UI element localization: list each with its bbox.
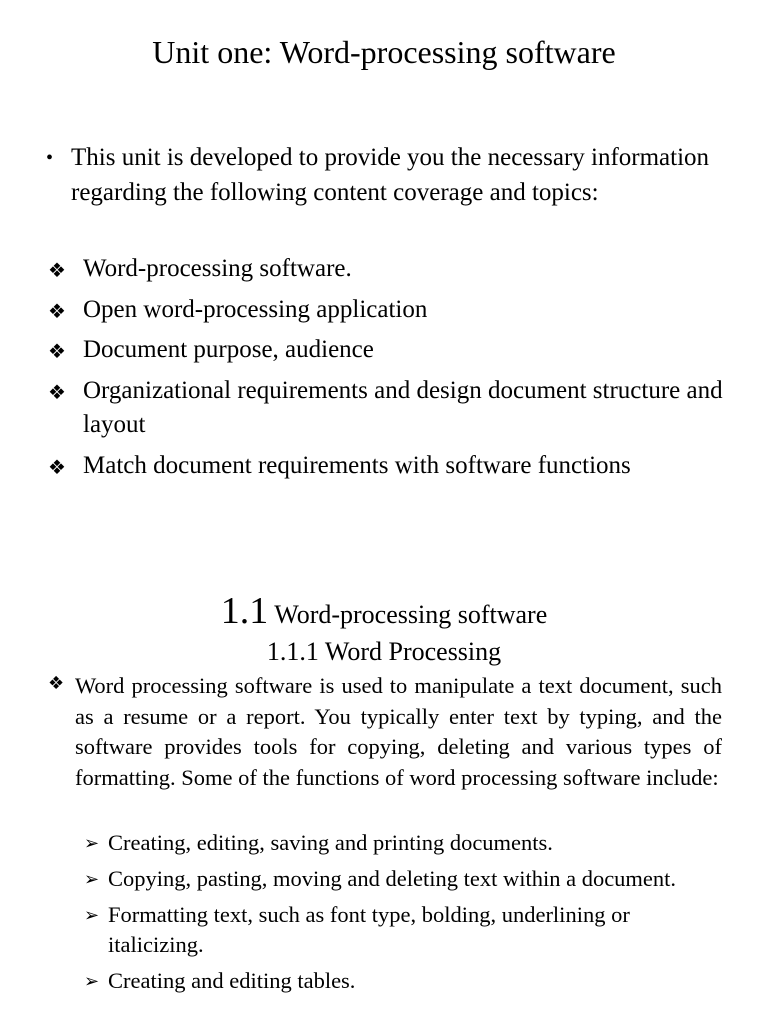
diamond-bullet-icon: ❖ — [48, 298, 66, 323]
topic-item — [46, 293, 736, 328]
body-paragraph-text: Word processing software is used to manipulate a text document, such as a resume or a report. You typically enter text by typing, and the software provides tools for copying, deleting and various types of formatting. Some of the functions of word processing software include: — [75, 673, 722, 790]
arrow-bullet-icon: ➢ — [84, 869, 100, 890]
topic-item-text: Match document requirements with software functions — [83, 451, 631, 479]
diamond-bullet-icon: ❖ — [48, 673, 65, 694]
topic-item-text: Open word-processing application — [83, 295, 428, 323]
page-title: Unit one: Word-processing software — [152, 34, 616, 70]
function-item — [84, 966, 724, 996]
section-number: 1.1 — [220, 590, 269, 632]
function-item-text: Creating and editing tables. — [108, 968, 356, 993]
function-item — [84, 828, 724, 858]
intro-text: This unit is developed to provide you the necessary information regarding the following content coverage and topics: — [71, 144, 710, 206]
section-title: Word-processing software — [274, 600, 548, 629]
diamond-bullet-icon: ❖ — [48, 339, 66, 363]
topic-item — [46, 374, 736, 443]
function-item — [84, 900, 724, 960]
diamond-bullet-icon: ❖ — [48, 454, 66, 479]
diamond-bullet-icon: ❖ — [48, 379, 66, 404]
topic-item-text: Word-processing software. — [83, 255, 352, 282]
bullet-icon: • — [46, 147, 54, 169]
function-item — [84, 864, 724, 894]
diamond-bullet-icon: ❖ — [48, 258, 66, 282]
topic-item-text: Document purpose, audience — [83, 336, 374, 363]
arrow-bullet-icon: ➢ — [84, 833, 100, 854]
intro-paragraph — [46, 141, 726, 210]
topic-item — [46, 333, 736, 368]
topic-item-text: Organizational requirements and design document structure and layout — [83, 376, 723, 438]
section-heading — [0, 588, 768, 639]
topic-list — [46, 252, 736, 489]
arrow-bullet-icon: ➢ — [84, 971, 100, 992]
body-paragraph — [46, 671, 722, 793]
topic-item — [46, 449, 736, 484]
function-item-text: Copying, pasting, moving and deleting text within a document. — [108, 866, 677, 891]
function-item-text: Formatting text, such as font type, bolding, underlining or italicizing. — [108, 902, 630, 957]
subsection-heading: 1.1.1 Word Processing — [266, 637, 502, 666]
function-item-text: Creating, editing, saving and printing documents. — [108, 830, 553, 855]
topic-item — [46, 252, 736, 287]
function-list — [84, 828, 724, 1002]
arrow-bullet-icon: ➢ — [84, 905, 100, 926]
